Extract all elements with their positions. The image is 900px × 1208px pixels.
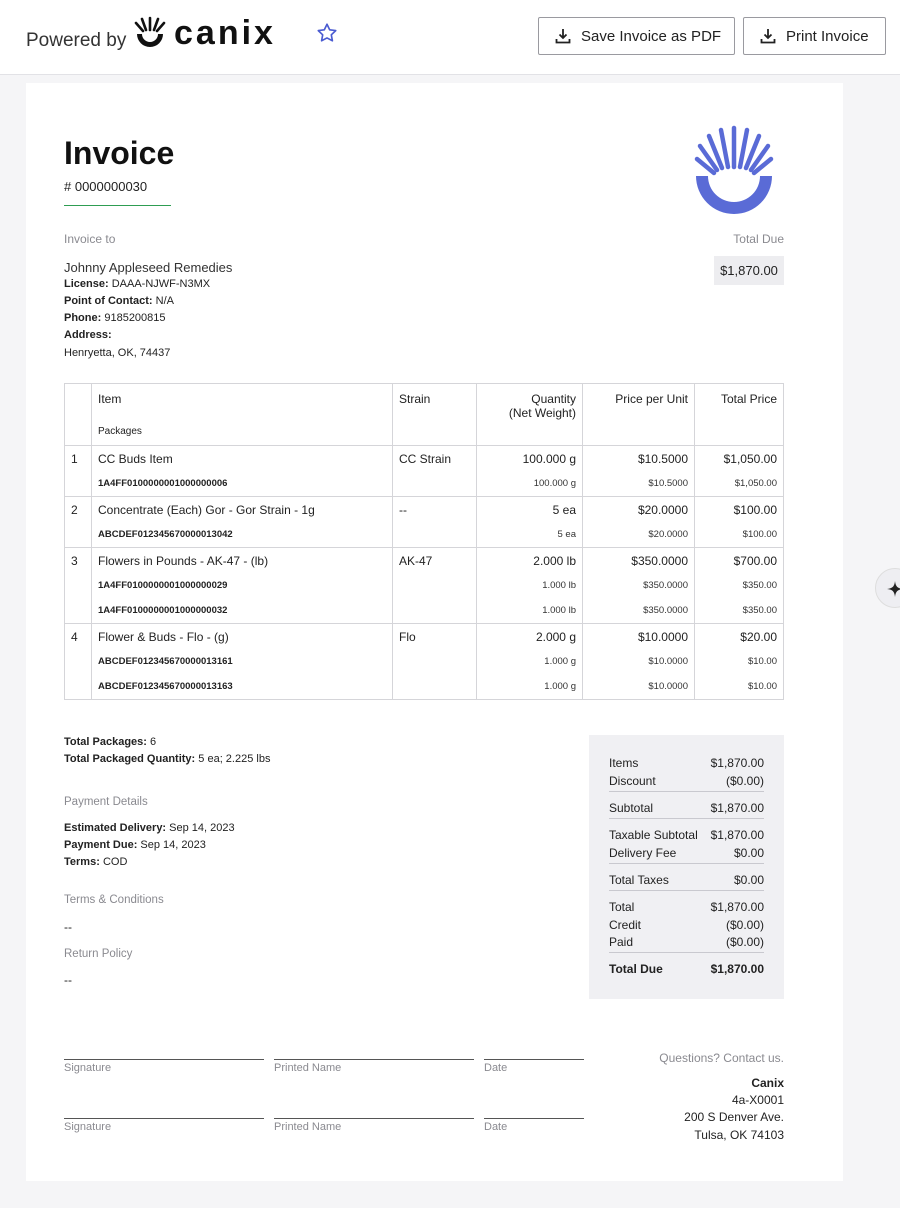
date-line[interactable] bbox=[484, 1059, 584, 1060]
payment-due-line: Payment Due: Sep 14, 2023 bbox=[64, 839, 206, 851]
price-per-unit-cell: $20.0000 $20.0000 bbox=[583, 497, 695, 548]
package-price-per-unit: $10.0000 bbox=[648, 656, 688, 667]
powered-by-text: Powered by bbox=[26, 30, 127, 51]
terms-conditions-value: -- bbox=[64, 920, 72, 934]
line-items-table bbox=[64, 383, 784, 700]
package-id: ABCDEF012345670000013163 bbox=[98, 681, 233, 692]
package-total: $350.00 bbox=[742, 580, 777, 591]
summary-paid-row: Paid ($0.00) bbox=[609, 935, 764, 949]
printed-name-line[interactable] bbox=[274, 1118, 474, 1119]
net-weight-header-label: (Net Weight) bbox=[508, 406, 576, 420]
package-total: $100.00 bbox=[742, 529, 777, 540]
summary-total-row: Total $1,870.00 bbox=[609, 900, 764, 914]
date-line[interactable] bbox=[484, 1118, 584, 1119]
package-price-per-unit: $350.0000 bbox=[643, 605, 688, 616]
contact-line-3: Tulsa, OK 74103 bbox=[694, 1128, 784, 1142]
package-total: $10.00 bbox=[747, 656, 777, 667]
package-quantity: 1.000 lb bbox=[542, 605, 576, 616]
signature-line[interactable] bbox=[64, 1059, 264, 1060]
price-per-unit-cell: $10.5000 $10.5000 bbox=[583, 446, 695, 497]
table-row bbox=[65, 624, 784, 700]
signature-line[interactable] bbox=[64, 1118, 264, 1119]
printed-name-label: Printed Name bbox=[274, 1062, 342, 1074]
item-name-cell: Flowers in Pounds - AK-47 - (lb) 1A4FF0100000001000000029 1A4FF0100000001000000032 bbox=[92, 548, 393, 624]
package-total: $10.00 bbox=[747, 681, 777, 692]
estimated-delivery-line: Estimated Delivery: Sep 14, 2023 bbox=[64, 822, 235, 834]
summary-subtotal-row: Subtotal $1,870.00 bbox=[609, 801, 764, 815]
item-name-cell: Concentrate (Each) Gor - Gor Strain - 1g ABCDEF012345670000013042 bbox=[92, 497, 393, 548]
summary-divider bbox=[609, 791, 764, 792]
package-id: 1A4FF0100000001000000029 bbox=[98, 580, 228, 591]
summary-credit-row: Credit ($0.00) bbox=[609, 918, 764, 932]
save-pdf-label: Save Invoice as PDF bbox=[581, 27, 722, 45]
customer-name: Johnny Appleseed Remedies bbox=[64, 260, 233, 275]
contact-title: Questions? Contact us. bbox=[659, 1051, 784, 1065]
signature-label: Signature bbox=[64, 1121, 112, 1133]
summary-discount-row: Discount ($0.00) bbox=[609, 774, 764, 788]
row-index-cell: 4 bbox=[65, 624, 92, 700]
terms-conditions-title: Terms & Conditions bbox=[64, 894, 164, 906]
strain-cell: -- bbox=[393, 497, 477, 548]
table-row bbox=[65, 446, 784, 497]
printed-name-label: Printed Name bbox=[274, 1121, 342, 1133]
price-per-unit-cell: $350.0000 $350.0000 $350.0000 bbox=[583, 548, 695, 624]
item-header-label: Item bbox=[98, 392, 122, 406]
package-price-per-unit: $350.0000 bbox=[643, 580, 688, 591]
row-index-cell: 3 bbox=[65, 548, 92, 624]
download-icon bbox=[555, 28, 571, 44]
date-label: Date bbox=[484, 1121, 508, 1133]
item-name-cell: CC Buds Item 1A4FF0100000001000000006 bbox=[92, 446, 393, 497]
quantity-cell: 100.000 g 100.000 g bbox=[477, 446, 583, 497]
address-label: Address: bbox=[64, 329, 112, 341]
package-quantity: 1.000 lb bbox=[542, 580, 576, 591]
contact-company: Canix bbox=[751, 1076, 784, 1090]
print-invoice-label: Print Invoice bbox=[786, 27, 869, 45]
summary-delivery-row: Delivery Fee $0.00 bbox=[609, 846, 764, 860]
package-id: ABCDEF012345670000013042 bbox=[98, 529, 233, 540]
total-packaged-qty-line: Total Packaged Quantity: 5 ea; 2.225 lbs bbox=[64, 753, 271, 765]
invoice-title: Invoice bbox=[64, 135, 175, 171]
index-header bbox=[65, 384, 92, 446]
summary-panel bbox=[589, 735, 784, 999]
canix-logo-icon bbox=[134, 16, 166, 50]
summary-items-row: Items $1,870.00 bbox=[609, 756, 764, 770]
contact-line: Point of Contact: N/A bbox=[64, 295, 175, 307]
package-id: ABCDEF012345670000013161 bbox=[98, 656, 233, 667]
total-price-header: Total Price bbox=[695, 384, 784, 446]
quantity-cell: 5 ea 5 ea bbox=[477, 497, 583, 548]
summary-taxes-row: Total Taxes $0.00 bbox=[609, 873, 764, 887]
total-price-cell: $700.00 $350.00 $350.00 bbox=[695, 548, 784, 624]
table-row bbox=[65, 497, 784, 548]
row-index-cell: 2 bbox=[65, 497, 92, 548]
summary-divider bbox=[609, 890, 764, 891]
package-total: $350.00 bbox=[742, 605, 777, 616]
download-icon bbox=[760, 28, 776, 44]
total-due-label: Total Due bbox=[733, 232, 784, 246]
quantity-cell: 2.000 g 1.000 g 1.000 g bbox=[477, 624, 583, 700]
summary-divider bbox=[609, 863, 764, 864]
summary-taxable-row: Taxable Subtotal $1,870.00 bbox=[609, 828, 764, 842]
package-id: 1A4FF0100000001000000006 bbox=[98, 478, 228, 489]
license-line: License: DAAA-NJWF-N3MX bbox=[64, 278, 211, 290]
terms-line: Terms: COD bbox=[64, 856, 128, 868]
printed-name-line[interactable] bbox=[274, 1059, 474, 1060]
payment-details-title: Payment Details bbox=[64, 796, 148, 808]
strain-cell: CC Strain bbox=[393, 446, 477, 497]
save-pdf-button[interactable] bbox=[538, 17, 735, 55]
contact-line-1: 4a-X0001 bbox=[731, 1093, 784, 1107]
packages-header-label: Packages bbox=[98, 426, 142, 437]
return-policy-title: Return Policy bbox=[64, 948, 133, 960]
signature-label: Signature bbox=[64, 1062, 112, 1074]
total-due-value: $1,870.00 bbox=[714, 256, 784, 285]
price-per-unit-header: Price per Unit bbox=[583, 384, 695, 446]
row-index-cell: 1 bbox=[65, 446, 92, 497]
summary-divider bbox=[609, 818, 764, 819]
strain-cell: AK-47 bbox=[393, 548, 477, 624]
top-bar bbox=[0, 0, 900, 75]
quantity-header-label: Quantity bbox=[531, 392, 576, 406]
date-label: Date bbox=[484, 1062, 508, 1074]
star-icon[interactable] bbox=[316, 22, 338, 44]
package-quantity: 1.000 g bbox=[544, 656, 576, 667]
total-price-cell: $1,050.00 $1,050.00 bbox=[695, 446, 784, 497]
package-price-per-unit: $10.5000 bbox=[648, 478, 688, 489]
total-packages-line: Total Packages: 6 bbox=[64, 736, 157, 748]
contact-line-2: 200 S Denver Ave. bbox=[684, 1110, 784, 1124]
table-header-row bbox=[65, 384, 784, 446]
package-price-per-unit: $10.0000 bbox=[648, 681, 688, 692]
title-underline bbox=[64, 205, 171, 206]
summary-total-due-row: Total Due $1,870.00 bbox=[609, 962, 764, 976]
phone-line: Phone: 9185200815 bbox=[64, 312, 166, 324]
quantity-cell: 2.000 lb 1.000 lb 1.000 lb bbox=[477, 548, 583, 624]
address-value: Henryetta, OK, 74437 bbox=[64, 347, 171, 359]
company-logo-icon bbox=[694, 125, 774, 215]
invoice-page bbox=[26, 83, 843, 1181]
print-invoice-button[interactable] bbox=[743, 17, 886, 55]
package-price-per-unit: $20.0000 bbox=[648, 529, 688, 540]
sparkle-icon bbox=[887, 581, 900, 597]
invoice-to-label: Invoice to bbox=[64, 232, 116, 246]
total-price-cell: $20.00 $10.00 $10.00 bbox=[695, 624, 784, 700]
assistant-fab[interactable] bbox=[875, 568, 900, 608]
strain-header: Strain bbox=[393, 384, 477, 446]
package-quantity: 5 ea bbox=[557, 529, 576, 540]
item-header bbox=[92, 384, 393, 446]
price-per-unit-cell: $10.0000 $10.0000 $10.0000 bbox=[583, 624, 695, 700]
brand-wordmark: canix bbox=[174, 14, 276, 52]
table-row bbox=[65, 548, 784, 624]
package-total: $1,050.00 bbox=[734, 478, 777, 489]
total-price-cell: $100.00 $100.00 bbox=[695, 497, 784, 548]
return-policy-value: -- bbox=[64, 973, 72, 987]
package-quantity: 100.000 g bbox=[533, 478, 576, 489]
invoice-number: # 0000000030 bbox=[64, 179, 148, 194]
package-id: 1A4FF0100000001000000032 bbox=[98, 605, 228, 616]
strain-cell: Flo bbox=[393, 624, 477, 700]
package-quantity: 1.000 g bbox=[544, 681, 576, 692]
quantity-header bbox=[477, 384, 583, 446]
item-name-cell: Flower & Buds - Flo - (g) ABCDEF012345670000013161 ABCDEF012345670000013163 bbox=[92, 624, 393, 700]
summary-divider bbox=[609, 952, 764, 953]
